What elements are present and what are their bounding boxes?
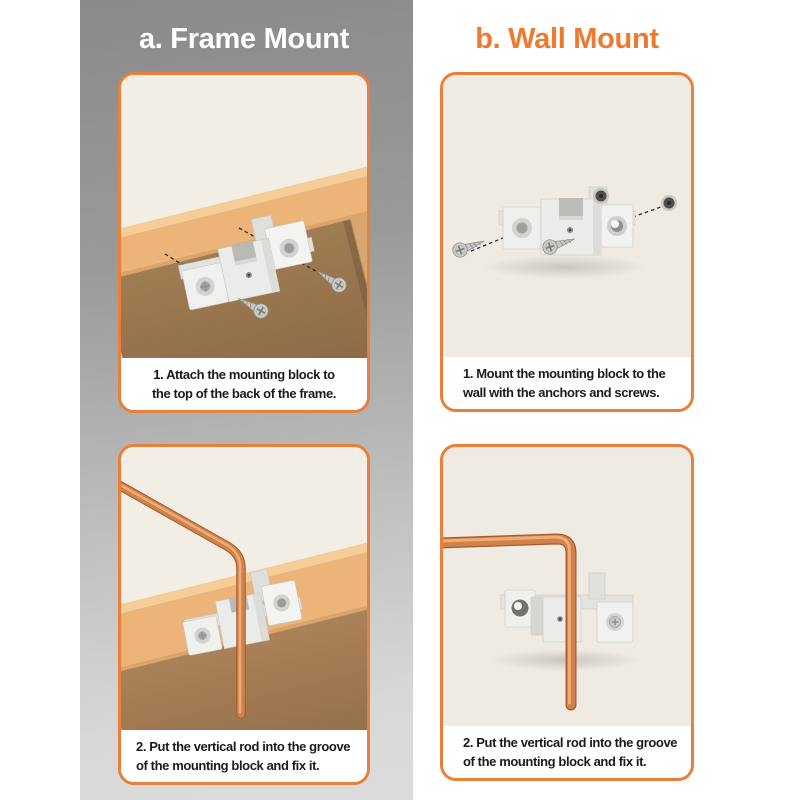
caption-line: of the mounting block and fix it. [463,754,647,769]
caption-line: of the mounting block and fix it. [136,758,320,773]
wall-mount-step2-drawing [443,447,691,726]
panel-frame-mount-step2 [118,444,370,785]
step-caption [121,358,367,410]
caption-line: 2. Put the vertical rod into the groove [136,739,351,754]
column-title-frame-mount: a. Frame Mount [138,23,350,55]
frame-mount-step2-drawing [121,447,367,730]
panel-wall-mount-step1 [440,72,694,412]
panel-wall-mount-step2 [440,444,694,781]
wall-mount-step2-illustration [443,447,691,726]
caption-line: the top of the back of the frame. [152,386,336,401]
frame-mount-step1-illustration [121,75,367,358]
caption-line: 1. Mount the mounting block to the [463,366,666,381]
block-shadow [489,649,641,671]
wall-mount-step1-drawing [443,75,691,357]
wall-anchor-icon [661,195,677,211]
column-title-wall-mount: b. Wall Mount [475,23,659,55]
caption-line: 1. Attach the mounting block to [153,367,335,382]
block-shadow [483,255,647,279]
wall-anchor-icon [593,188,609,204]
wall-mount-step1-illustration [443,75,691,357]
step-caption [443,726,691,778]
caption-line: 2. Put the vertical rod into the groove [463,735,678,750]
frame-mount-step1-drawing [121,75,367,358]
step-caption [443,357,691,409]
frame-mount-step2-illustration [121,447,367,730]
caption-line: wall with the anchors and screws. [463,385,660,400]
panel-frame-mount-step1 [118,72,370,413]
step-caption [121,730,367,782]
